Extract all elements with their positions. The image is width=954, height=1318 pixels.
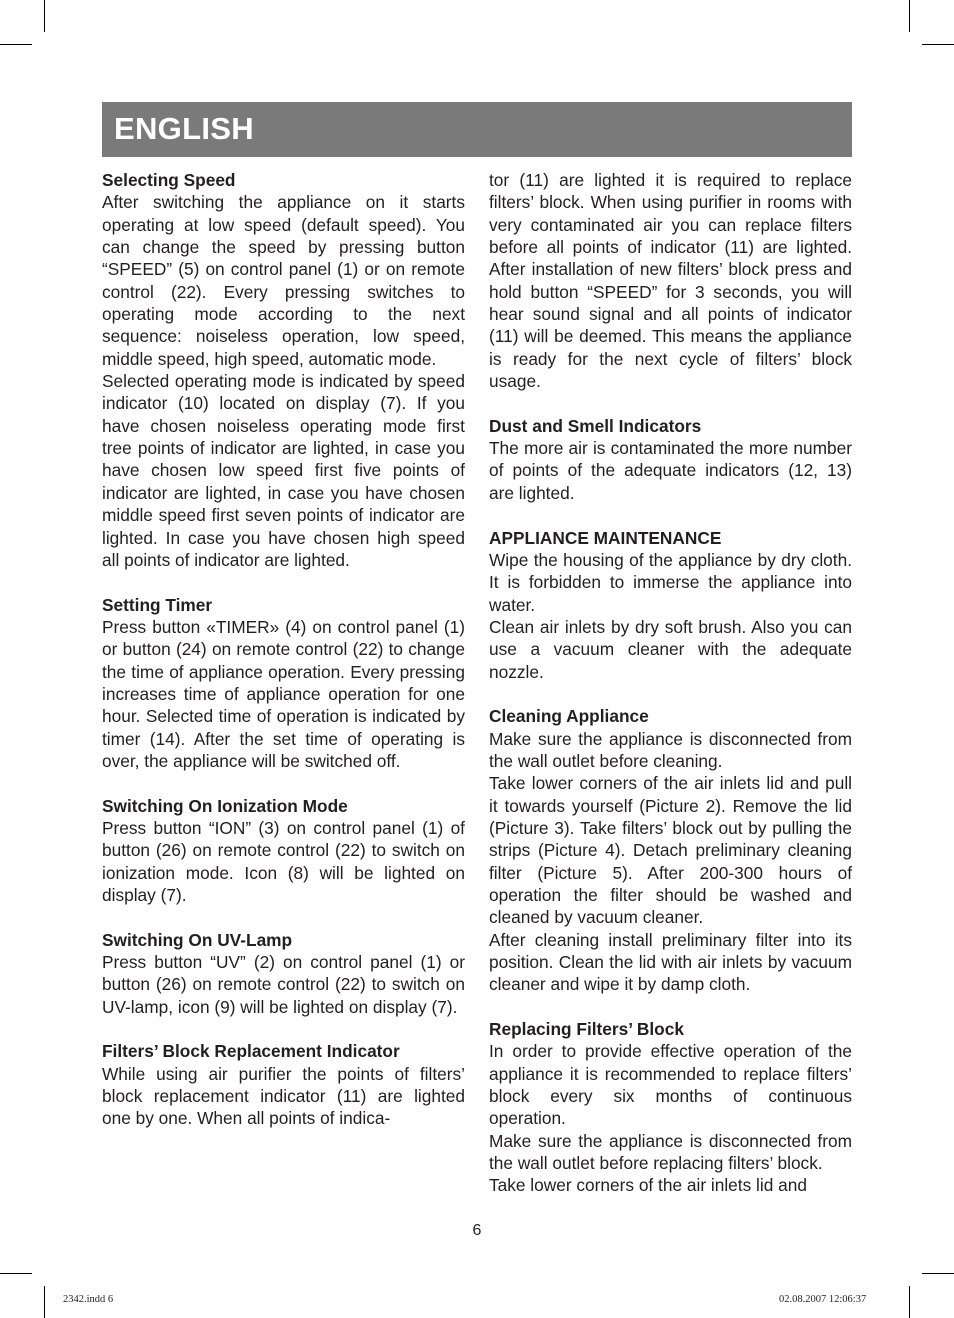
section-heading: Switching On UV-Lamp [102,929,293,950]
left-column [102,169,465,1130]
section-heading: Cleaning Appliance [489,706,649,727]
paragraph: Take lower corners of the air inlets lid and pull it towards yourself (Picture 2). Remove the lid (Picture 3). Take filters’ block out by pulling the strips (Picture 4). Detach preliminary cleaning filter (Picture 5). After 200-300 hours of operation the filter should be washed and cleaned by vacuum cleaner. [489,773,852,928]
paragraph: Press button “UV” (2) on control panel (1) or button (26) on remote control (22) to switch on UV-lamp, icon (9) will be lighted on display (7). [102,952,465,1017]
section-heading: Setting Timer [102,594,213,615]
date-slug: 02.08.2007 12:06:37 [779,1294,867,1305]
paragraph: The more air is contaminated the more number of points of the adequate indicators (12, 13) are lighted. [489,438,852,503]
section-heading: Filters’ Block Replacement Indicator [102,1041,400,1062]
paragraph: Make sure the appliance is disconnected from the wall outlet before replacing filters’ block. [489,1130,852,1174]
paragraph: Selected operating mode is indicated by speed indicator (10) located on display (7). If you have chosen noiseless operating mode first tree points of indicator are lighted, in case you have chosen low speed first five points of indicator are lighted, in case you have chosen middle speed first seven points of indicator are lighted. In case you have chosen high speed all points of indicator are lighted. [102,371,465,570]
paragraph: After switching the appliance on it starts operating at low speed (default speed). You can change the speed by pressing button “SPEED” (5) on control panel (1) or on remote control (22). Every pressing switches to operating mode according to the next sequence: noiseless operation, low speed, middle speed, high speed, automatic mode. [102,192,465,369]
paragraph: Press button “ION” (3) on control panel (1) of button (26) on remote control (22) to switch on ionization mode. Icon (8) will be lighted on display (7). [102,817,465,905]
crop-mark [909,1286,910,1318]
section-heading: Replacing Filters’ Block [489,1019,684,1040]
crop-mark [44,0,45,32]
banner-title: ENGLISH [114,111,254,146]
crop-mark [922,44,954,45]
file-slug: 2342.indd 6 [63,1294,114,1305]
language-banner [102,102,852,157]
crop-mark [922,1273,954,1274]
crop-mark [909,0,910,32]
crop-mark [44,1286,45,1318]
paragraph: Make sure the appliance is disconnected from the wall outlet before cleaning. [489,728,852,771]
crop-mark [0,44,32,45]
section-heading: Selecting Speed [102,170,236,190]
section-heading: Dust and Smell Indicators [489,415,702,436]
paragraph: Take lower corners of the air inlets lid and [489,1175,807,1196]
paragraph: After cleaning install preliminary filter into its position. Clean the lid with air inlets by vacuum cleaner and wipe it by damp cloth. [489,929,852,995]
paragraph: While using air purifier the points of filters’ block replacement indicator (11) are lighted one by one. When all points of indica- [102,1063,465,1129]
right-column [489,169,852,1197]
section-heading: APPLIANCE MAINTENANCE [489,527,722,548]
paragraph: tor (11) are lighted it is required to replace filters’ block. When using purifier in rooms with very contaminated air you can replace filters before all points of indicator (11) are lighted. After installation of new filters’ block press and hold button “SPEED” for 3 seconds, you will hear sound signal and all points of indicator (11) will be deemed. This means the appliance is ready for the next cycle of filters’ block usage. [489,170,852,392]
paragraph: Clean air inlets by dry soft brush. Also you can use a vacuum cleaner with the adequate nozzle. [489,616,852,682]
paragraph: Press button «TIMER» (4) on control panel (1) or button (24) on remote control (22) to change the time of appliance operation. Every pressing increases time of appliance operation for one hour. Selected time of operation is indicated by timer (14). After the set time of operating is over, the appliance will be switched off. [102,616,465,771]
section-heading: Switching On Ionization Mode [102,795,348,816]
paragraph: Wipe the housing of the appliance by dry cloth. It is forbidden to immerse the appliance into water. [489,549,852,615]
paragraph: In order to provide effective operation of the appliance it is recommended to replace filters’ block every six months of continuous operation. [489,1041,852,1129]
crop-mark [0,1273,32,1274]
page-number: 6 [472,1222,482,1239]
